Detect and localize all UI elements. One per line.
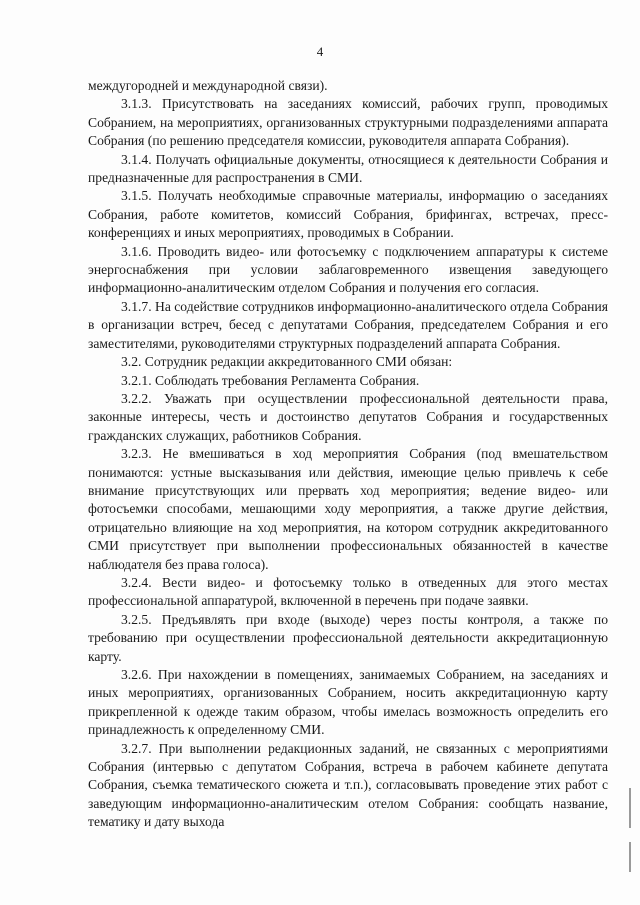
paragraph-3-2-6: 3.2.6. При нахождении в помещениях, занимаемых Собранием, на заседаниях и иных мероприятиях, организованных Собранием, носить аккредитационную карту прикрепленной к одежде таким образом, чтобы имелась возможность определить его принадлежность к определенному СМИ.	[88, 667, 608, 738]
document-body	[88, 77, 608, 832]
paragraph-3-2-5: 3.2.5. Предъявлять при входе (выходе) через посты контроля, а также по требованию при осуществлении профессиональной деятельности аккредитационную карту.	[88, 611, 608, 664]
paragraph-3-1-5: 3.1.5. Получать необходимые справочные материалы, информацию о заседаниях Собрания, работе комитетов, комиссий Собрания, брифингах, встречах, пресс-конференциях и иных мероприятиях, проводимых в Собрании.	[88, 188, 608, 241]
paragraph-3-1-6: 3.1.6. Проводить видео- или фотосъемку с подключением аппаратуры к системе энергоснабжения при условии заблаговременного извещения заведующего информационно-аналитическим отделом Собрания и получения его согласия.	[88, 243, 608, 296]
paragraph-3-2-7: 3.2.7. При выполнении редакционных заданий, не связанных с мероприятиями Собрания (интервью с депутатом Собрания, встреча в рабочем кабинете депутата Собрания, съемка тематического сюжета и т.п.), согласовывать проведение этих работ с заведующим информационно-аналитическим отелом Собрания: сообщать название, тематику и дату выхода	[88, 740, 608, 830]
scan-edge-mark	[629, 788, 631, 828]
paragraph-3-2-3: 3.2.3. Не вмешиваться в ход мероприятия Собрания (под вмешательством понимаются: устные высказывания или действия, имеющие целью привлечь к себе внимание присутствующих или прервать ход мероприятия; ведение видео- или фотосъемки способами, мешающими ходу мероприятия, а также другие действия, отрицательно влияющие на ход мероприятия, на котором сотрудник аккредитованного СМИ присутствует при выполнении профессиональных обязанностей в качестве наблюдателя без права голоса).	[88, 446, 608, 572]
paragraph-3-2: 3.2. Сотрудник редакции аккредитованного СМИ обязан:	[121, 354, 453, 370]
page-number: 4	[316, 44, 324, 59]
paragraph-3-1-3: 3.1.3. Присутствовать на заседаниях комиссий, рабочих групп, проводимых Собранием, на мероприятиях, организованных структурными подразделениями аппарата Собрания (по решению председателя комиссии, руководителя аппарата Собрания).	[88, 96, 608, 149]
paragraph-3-2-2: 3.2.2. Уважать при осуществлении профессиональной деятельности права, законные интересы, честь и достоинство депутатов Собрания и государственных гражданских служащих, работников Собрания.	[88, 390, 608, 443]
paragraph-3-1-7: 3.1.7. На содействие сотрудников информационно-аналитического отдела Собрания в организации встреч, бесед с депутатами Собрания, председателем Собрания и его заместителями, руководителями структурных подразделений аппарата Собрания.	[88, 298, 608, 351]
scan-edge-mark	[629, 842, 631, 872]
paragraph-3-2-1: 3.2.1. Соблюдать требования Регламента Собрания.	[121, 372, 420, 388]
paragraph-continuation: междугородней и международной связи).	[88, 78, 328, 93]
paragraph-3-1-4: 3.1.4. Получать официальные документы, относящиеся к деятельности Собрания и предназначенные для распространения в СМИ.	[88, 151, 608, 186]
paragraph-3-2-4: 3.2.4. Вести видео- и фотосъемку только в отведенных для этого местах профессиональной аппаратурой, включенной в перечень при подаче заявки.	[88, 574, 608, 609]
